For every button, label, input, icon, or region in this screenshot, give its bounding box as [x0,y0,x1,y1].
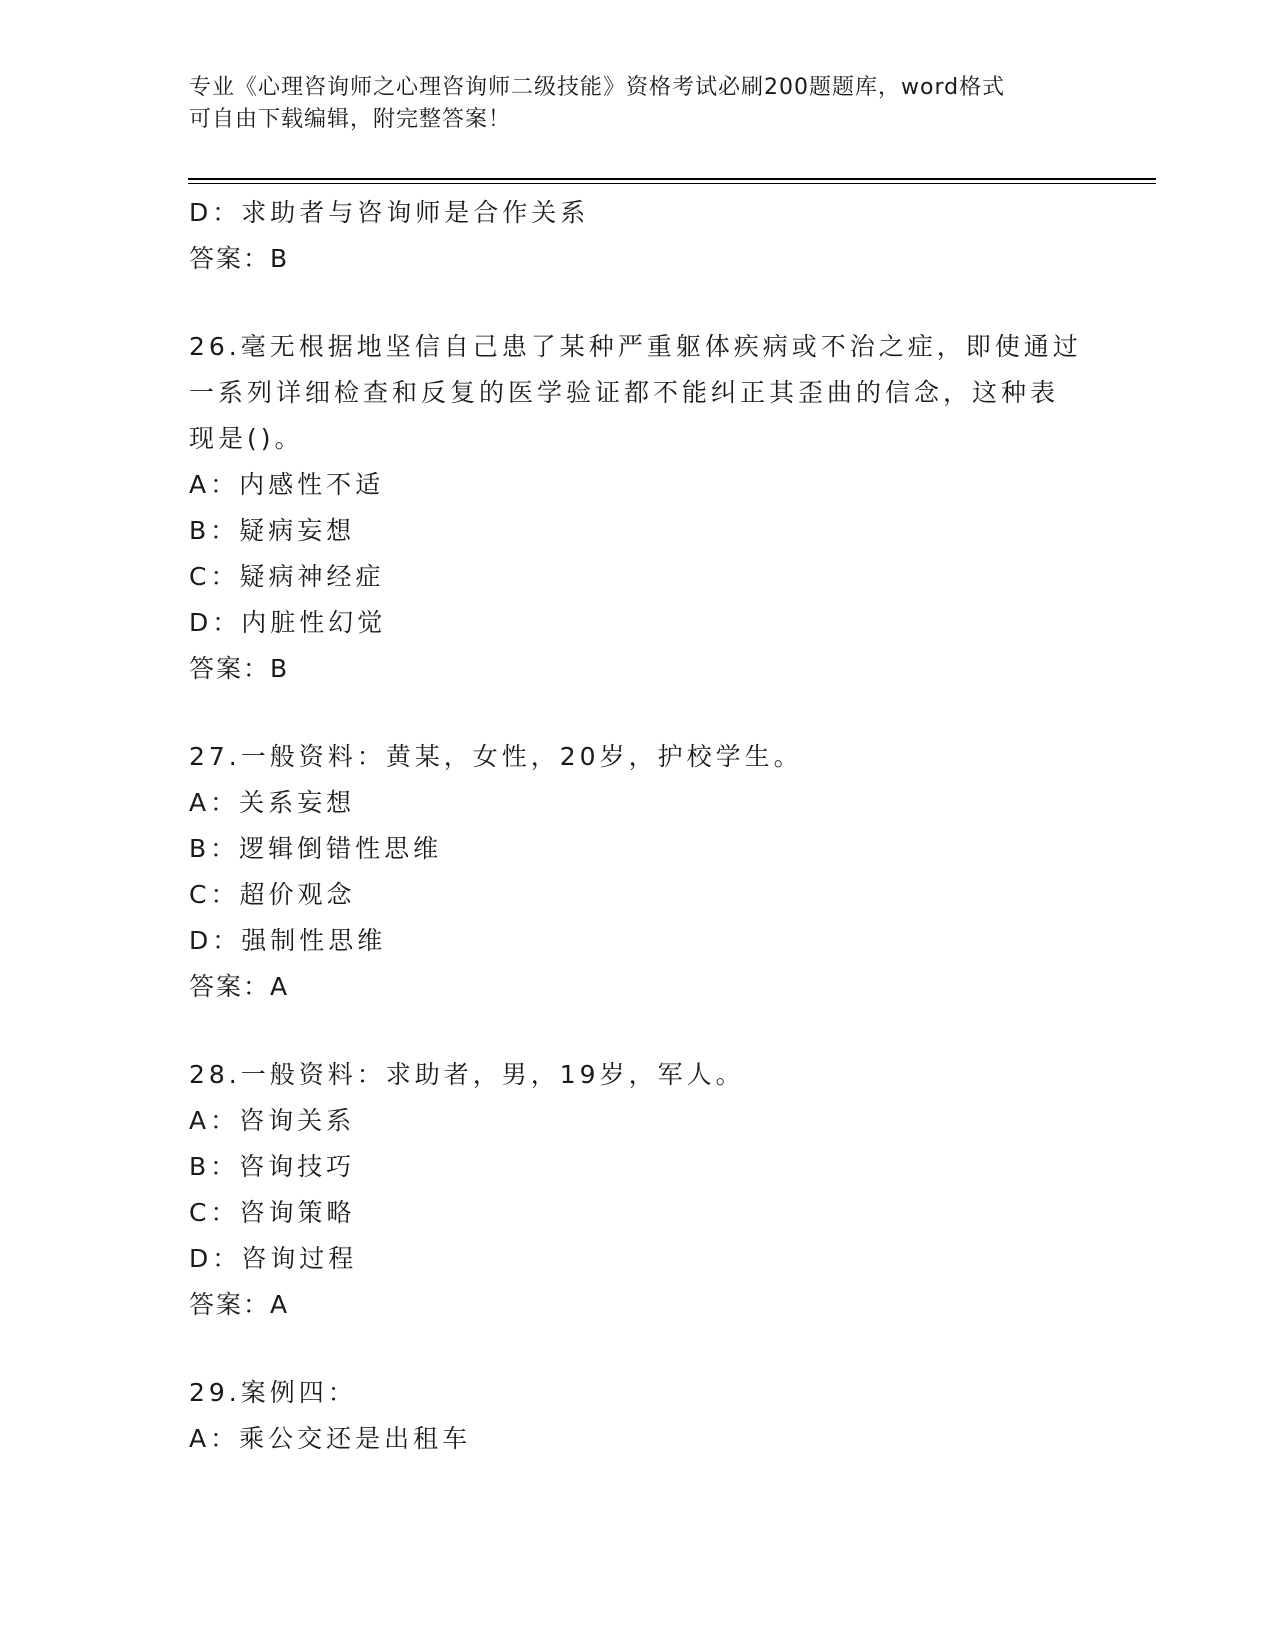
question-28 [189,1052,1089,1328]
option-a: A：咨询关系 [189,1106,356,1135]
question-29 [189,1370,1089,1462]
header-divider-thin [188,183,1156,184]
question-stem-line: 27.一般资料：黄某，女性，20岁，护校学生。 [189,742,803,771]
answer: 答案：A [189,1290,290,1319]
answer: 答案：B [189,244,290,273]
previous-question-tail [189,190,1089,282]
question-stem-line: 28.一般资料：求助者，男，19岁，军人。 [189,1060,745,1089]
question-stem-line: 现是()。 [189,424,304,453]
option-d: D：内脏性幻觉 [189,608,387,637]
question-stem-line: 29.案例四： [189,1378,357,1407]
answer: 答案：A [189,972,290,1001]
question-27 [189,734,1089,1010]
document-body [189,190,1089,1462]
option-d: D：咨询过程 [189,1244,358,1273]
question-26 [189,324,1089,692]
question-stem-line: 一系列详细检查和反复的医学验证都不能纠正其歪曲的信念，这种表 [189,378,1060,407]
option-c: C：超价观念 [189,880,356,909]
header-line-1: 专业《心理咨询师之心理咨询师二级技能》资格考试必刷200题题库，word格式 [189,75,1006,100]
document-header [189,72,1089,136]
option-d: D：求助者与咨询师是合作关系 [189,198,590,227]
option-b: B：疑病妄想 [189,516,356,545]
option-d: D：强制性思维 [189,926,387,955]
option-b: B：逻辑倒错性思维 [189,834,443,863]
answer: 答案：B [189,654,290,683]
header-divider-thick [188,178,1156,180]
option-c: C：咨询策略 [189,1198,356,1227]
header-line-2: 可自由下载编辑，附完整答案！ [189,107,512,132]
question-stem-line: 26.毫无根据地坚信自己患了某种严重躯体疾病或不治之症，即使通过 [189,332,1082,361]
option-c: C：疑病神经症 [189,562,385,591]
option-a: A：内感性不适 [189,470,385,499]
option-b: B：咨询技巧 [189,1152,356,1181]
option-a: A：关系妄想 [189,788,356,817]
option-a: A：乘公交还是出租车 [189,1424,472,1453]
